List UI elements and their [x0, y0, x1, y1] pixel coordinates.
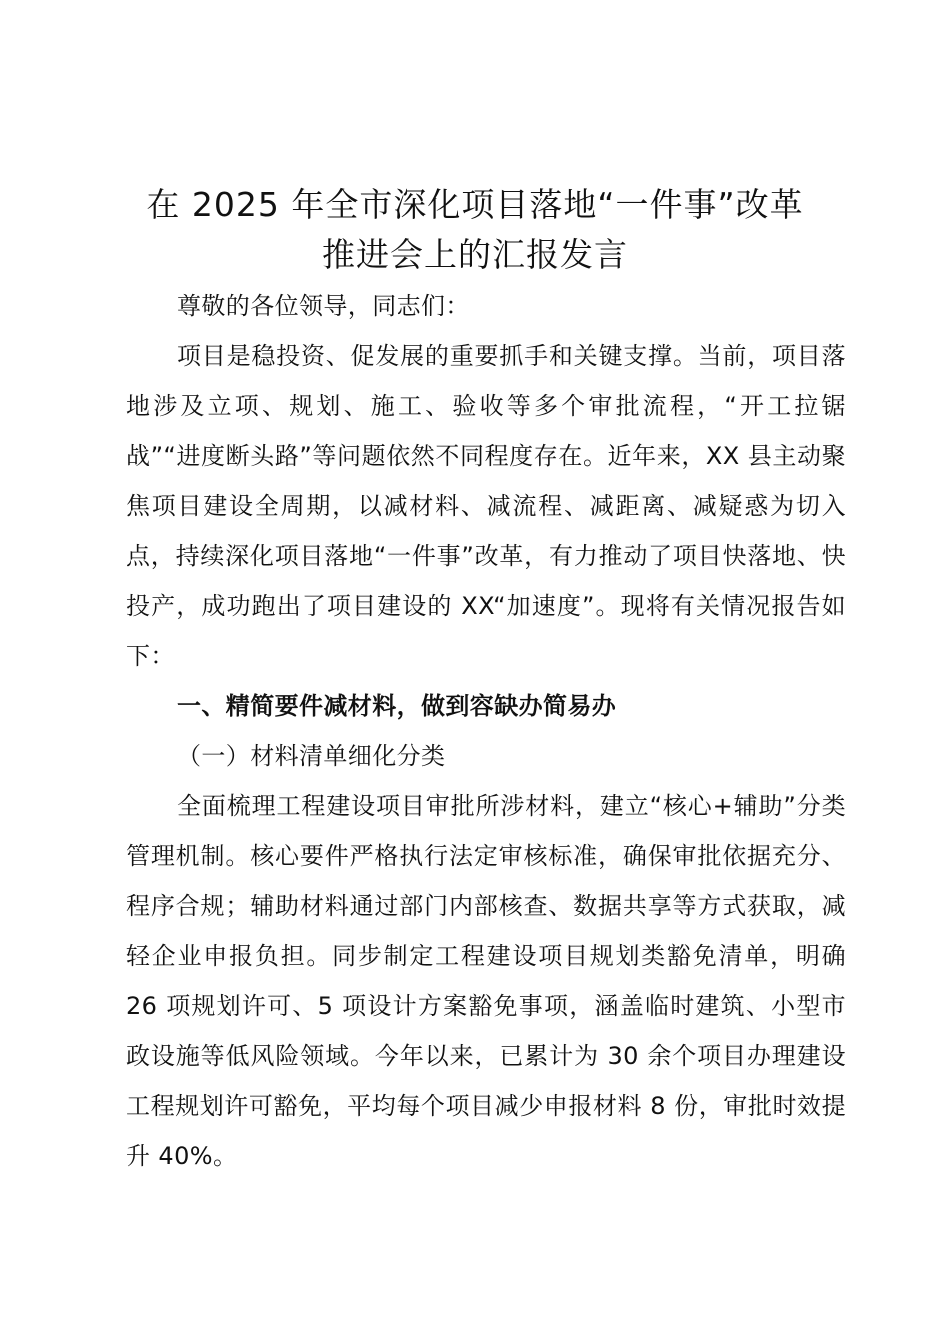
title-line-2: 推进会上的汇报发言 — [322, 235, 628, 274]
salutation: 尊敬的各位领导，同志们： — [177, 292, 470, 320]
document-body — [126, 281, 846, 1181]
subsection-1-heading: （一）材料清单细化分类 — [177, 742, 446, 770]
document-title — [90, 180, 860, 280]
subsection-1-paragraph: 全面梳理工程建设项目审批所涉材料，建立“核心+辅助”分类管理机制。核心要件严格执行法定审核标准，确保审批依据充分、程序合规；辅助材料通过部门内部核查、数据共享等方式获取，减轻企业申报负担。同步制定工程建设项目规划类豁免清单，明确 26 项规划许可、5 项设计方案豁免事项，涵盖临时建筑、小型市政设施等低风险领域。今年以来，已累计为 30 余个项目办理建设工程规划许可豁免，平均每个项目减少申报材料 8 份，审批时效提升 40%。 — [126, 792, 846, 1170]
intro-paragraph: 项目是稳投资、促发展的重要抓手和关键支撑。当前，项目落地涉及立项、规划、施工、验收等多个审批流程，“开工拉锯战”“进度断头路”等问题依然不同程度存在。近年来，XX 县主动聚焦项目建设全周期，以减材料、减流程、减距离、减疑惑为切入点，持续深化项目落地“一件事”改革，有力推动了项目快落地、快投产，成功跑出了项目建设的 XX“加速度”。现将有关情况报告如下： — [126, 342, 846, 670]
title-line-1: 在 2025 年全市深化项目落地“一件事”改革 — [146, 185, 804, 224]
section-1-heading: 一、精简要件减材料，做到容缺办简易办 — [177, 692, 617, 720]
